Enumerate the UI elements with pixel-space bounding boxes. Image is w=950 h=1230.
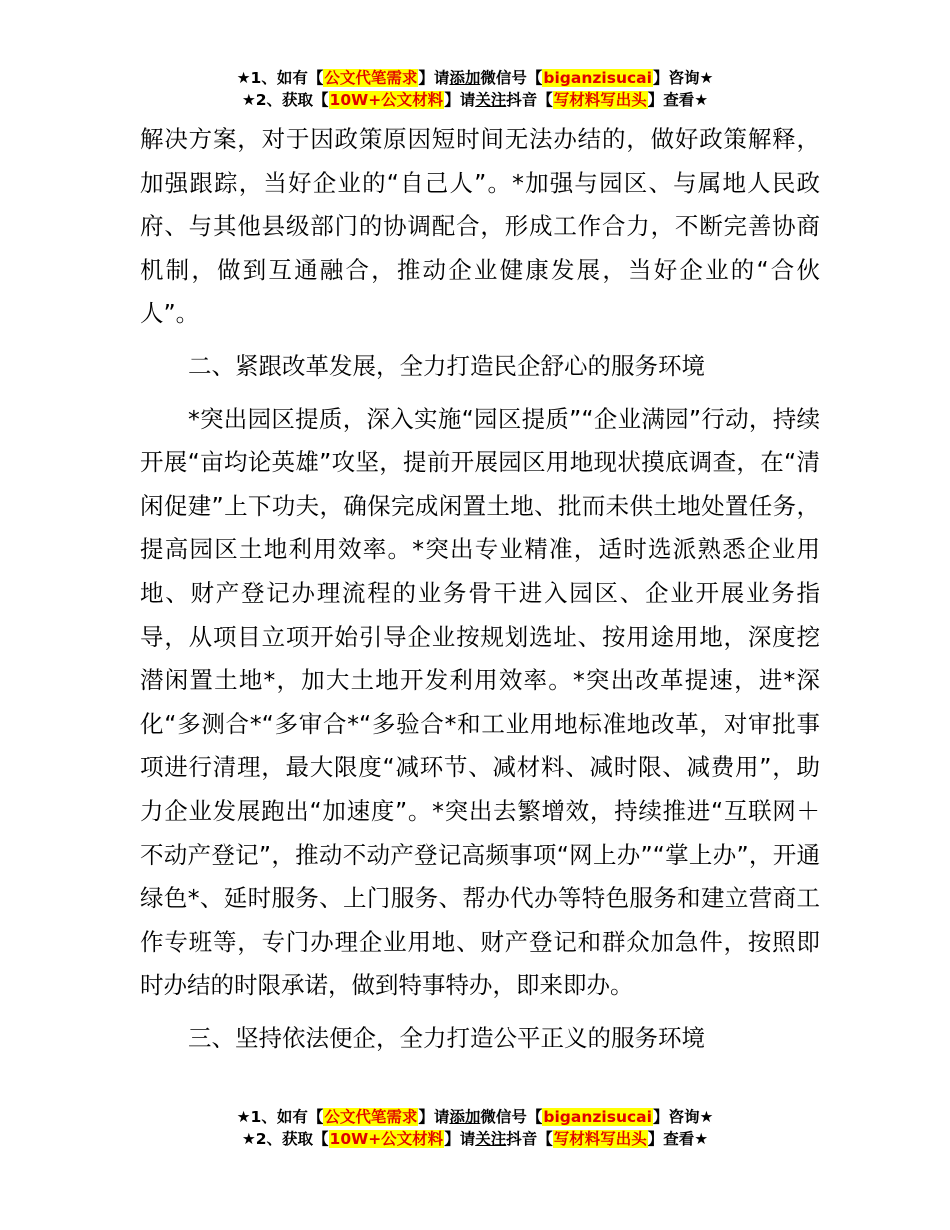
- banner-text: ★1、如有【: [236, 69, 324, 87]
- section-heading-3: 三、坚持依法便企，全力打造公平正义的服务环境: [188, 1023, 705, 1052]
- banner-line-2: [0, 89, 950, 111]
- banner-text: 】查看★: [647, 1130, 709, 1148]
- paragraph-section-2: *突出园区提质，深入实施“园区提质”“企业满园”行动，持续开展“亩均论英雄”攻坚，提前开展园区用地现状摸底调查，在“清闲促建”上下功夫，确保完成闲置土地、批而未供土地处置任务，提高园区土地利用效率。*突出专业精准，适时选派熟悉企业用地、财产登记办理流程的业务骨干进入园区、企业开展业务指导，从项目立项开始引导企业按规划选址、按用途用地，深度挖潜闲置土地*，加大土地开发利用效率。*突出改革提速，进*深化“多测合*“多审合*“多验合*和工业用地标准地改革，对审批事项进行清理，最大限度“减环节、减材料、减时限、减费用”，助力企业发展跑出“加速度”。*突出去繁增效，持续推进“互联网＋不动产登记”，推动不动产登记高频事项“网上办”“掌上办”，开通绿色*、延时服务、上门服务、帮办代办等特色服务和建立营商工作专班等，专门办理企业用地、财产登记和群众加急件，按照即时办结的时限承诺，做到特事特办，即来即办。: [140, 404, 820, 1000]
- underlined-text: 关注: [475, 91, 507, 109]
- highlighted-text: 公文代笔需求: [324, 69, 418, 87]
- banner-text: ★1、如有【: [236, 1108, 324, 1126]
- banner-text: 】咨询★: [652, 69, 714, 87]
- banner-text: 微信号【: [480, 69, 543, 87]
- banner-text: 】请: [444, 91, 476, 109]
- highlighted-text: 10W+公文材料: [329, 1130, 444, 1148]
- banner-text: 】查看★: [647, 91, 709, 109]
- banner-text: 抖音【: [506, 91, 553, 109]
- banner-line-1: [0, 1106, 950, 1128]
- highlighted-douyin-id: 写材料写出头: [553, 1130, 647, 1148]
- banner-text: 微信号【: [480, 1108, 543, 1126]
- banner-text: 抖音【: [506, 1130, 553, 1148]
- banner-text: 】咨询★: [652, 1108, 714, 1126]
- section-heading-2: 二、紧跟改革发展，全力打造民企舒心的服务环境: [188, 351, 705, 380]
- banner-text: ★2、获取【: [241, 1130, 329, 1148]
- banner-line-1: [0, 67, 950, 89]
- banner-text: 】请: [418, 1108, 450, 1126]
- highlighted-wechat-id: biganzisucai: [543, 69, 652, 87]
- banner-text: ★2、获取【: [241, 91, 329, 109]
- banner-text: 】请: [418, 69, 450, 87]
- highlighted-douyin-id: 写材料写出头: [553, 91, 647, 109]
- underlined-text: 关注: [475, 1130, 507, 1148]
- footer-banner: [0, 1106, 950, 1150]
- paragraph-continued: 解决方案，对于因政策原因短时间无法办结的，做好政策解释，加强跟踪，当好企业的“自己人”。*加强与园区、与属地人民政府、与其他县级部门的协调配合，形成工作合力，不断完善协商机制，做到互通融合，推动企业健康发展，当好企业的“合伙人”。: [140, 125, 820, 328]
- highlighted-text: 公文代笔需求: [324, 1108, 418, 1126]
- highlighted-text: 10W+公文材料: [329, 91, 444, 109]
- underlined-text: 添加: [449, 69, 481, 87]
- banner-line-2: [0, 1128, 950, 1150]
- banner-text: 】请: [444, 1130, 476, 1148]
- underlined-text: 添加: [449, 1108, 481, 1126]
- document-body: [140, 118, 820, 1069]
- highlighted-wechat-id: biganzisucai: [543, 1108, 652, 1126]
- header-banner: [0, 67, 950, 111]
